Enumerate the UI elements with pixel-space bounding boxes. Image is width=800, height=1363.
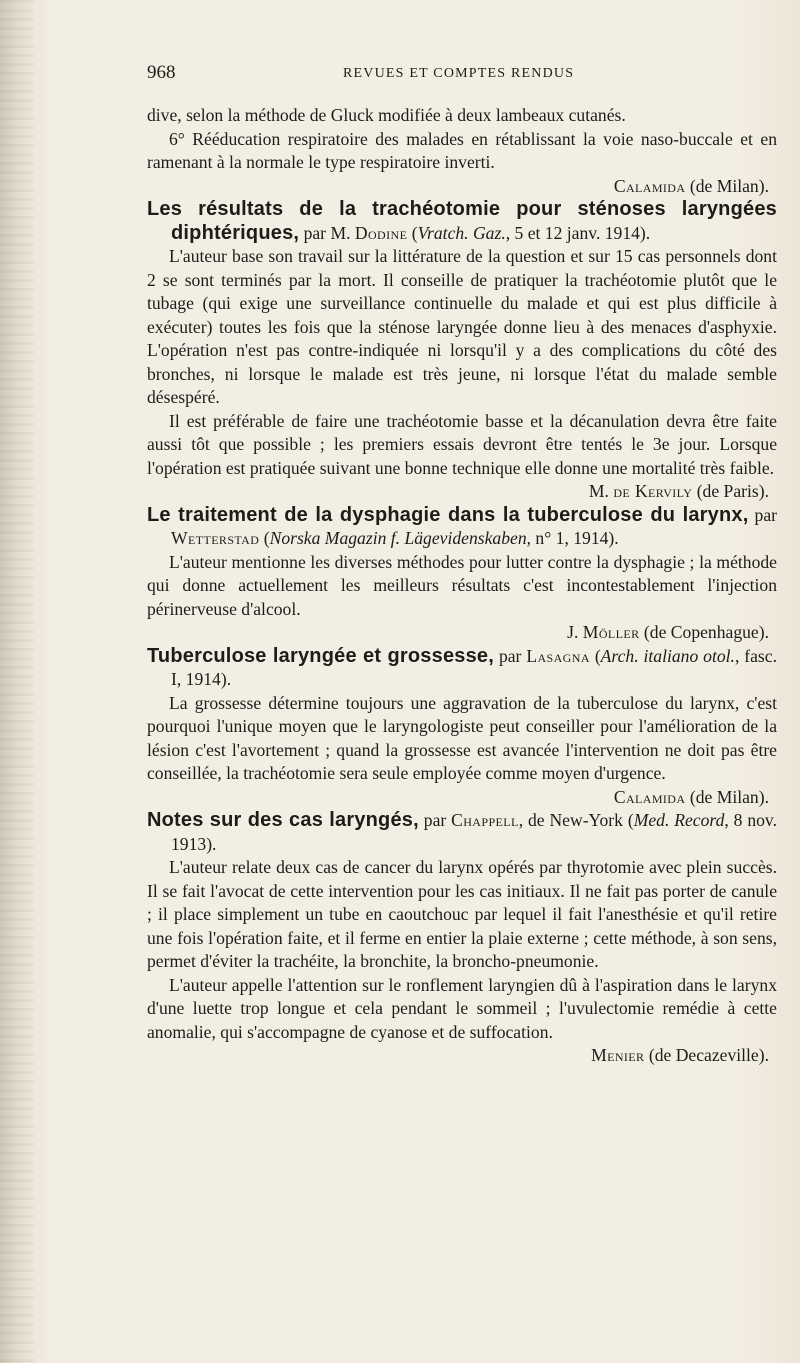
signature-prefix: J. (567, 622, 583, 642)
entry-paragraph: Il est préférable de faire une trachéotomie basse et la décanulation devra être faite aussi tôt que possible ; les premiers essais devront être tentés le 3e jour. Lorsque l'opération est pratiquée suivant une bonne technique elle donne une mortalité très faible. (147, 410, 777, 478)
entry-paragraph: L'auteur appelle l'attention sur le ronflement laryngien dû à l'aspiration dans le larynx d'une luette trop longue et cela pendant le sommeil ; l'uvulectomie remédie à cette anomalie, qui s'accompagne de cyanose et de suffocation. (147, 974, 777, 1042)
review-entry-2 (147, 504, 777, 645)
entry-signature (147, 786, 777, 810)
signature-name: Calamida (613, 175, 686, 196)
article-body (147, 104, 777, 1068)
signature-name: Menier (591, 1045, 645, 1065)
entry-ref-open: ( (263, 528, 270, 548)
signature-place: (de Milan). (689, 175, 769, 196)
entry-ref-details: n° 1, 1914). (531, 528, 619, 548)
entry-paragraph: L'auteur relate deux cas de cancer du larynx opérés par thyrotomie avec plein succès. Il se fait l'avocat de cette intervention pour les cas initiaux. Il ne fait pas porter de canule ; il place simplement un tube en caoutchouc par lequel il fait l'anesthésie et qu'il retire une fois l'opération faite, et il ferme en entier la plaie externe ; cette méthode, à son sens, permet d'éviter la trachéite, la bronchite, la broncho-pneumonie. (147, 857, 777, 971)
entry-ref-open: , de New-York ( (518, 810, 634, 830)
entry-by: par (498, 645, 522, 666)
entry-source: Med. Record (633, 810, 725, 830)
entry-heading (147, 645, 777, 692)
entry-source: Arch. italiano otol. (600, 645, 735, 666)
running-header (147, 62, 777, 88)
running-title: REVUES ET COMPTES RENDUS (343, 66, 575, 81)
entry-signature (147, 621, 777, 645)
entry-ref-details: , fasc. I, 1914). (171, 645, 777, 689)
intro-signature (147, 175, 777, 199)
entry-author: Chappell (451, 810, 519, 830)
entry-ref-open: ( (594, 645, 601, 666)
signature-prefix: M. (588, 481, 614, 501)
entry-title: Tuberculose laryngée et grossesse, (147, 644, 495, 667)
signature-name: Möller (582, 622, 640, 642)
review-entry-4 (147, 809, 777, 1068)
entry-title: Notes sur des cas laryngés, (147, 809, 419, 831)
signature-place: (de Copenhague). (643, 622, 769, 642)
page-number: 968 (147, 62, 176, 83)
entry-paragraph: La grossesse détermine toujours une aggravation de la tuberculose du larynx, c'est pourquoi l'unique moyen que le laryngologiste peut conseiller pour l'amélioration de la lésion c'est l'avortement ; quand la grossesse est avancée l'intervention ne doit pas être conseillée, la trachéotomie sera seule employée comme moyen d'urgence. (147, 692, 777, 783)
page-binding-shadow (0, 0, 34, 1363)
entry-heading (147, 809, 777, 856)
entry-ref-details: , 8 nov. 1913). (171, 810, 777, 854)
signature-place: (de Paris). (696, 481, 769, 501)
entry-signature (147, 480, 777, 504)
entry-author: Dodine (354, 222, 408, 243)
entry-source: Norska Magazin f. Lägevidenskaben, (269, 528, 532, 548)
entry-by: par M. (303, 222, 351, 243)
entry-title: Le traitement de la dysphagie dans la tuberculose du larynx, (147, 503, 749, 526)
signature-place: (de Decazeville). (648, 1045, 769, 1065)
entry-heading (147, 198, 777, 245)
signature-place: (de Milan). (689, 786, 769, 807)
entry-heading (147, 504, 777, 551)
intro-line: dive, selon la méthode de Gluck modifiée à deux lambeaux cutanés. (147, 105, 626, 125)
entry-ref-details: , 5 et 12 janv. 1914). (505, 222, 651, 243)
entry-author: Wetterstad (171, 528, 260, 548)
entry-ref-open: ( (411, 222, 418, 243)
entry-by: par (423, 810, 447, 830)
entry-paragraph: L'auteur base son travail sur la littérature de la question et sur 15 cas personnels dont 2 se sont terminés par la mort. Il conseille de pratiquer la trachéotomie plutôt que le tubage (qui exige une surveillance continuelle du malade et qui est plus difficile à exécuter) toutes les fois que la sténose laryngée donne lieu à des menaces d'asphyxie. L'opération n'est pas contre-indiquée ni lorsqu'il y a des complications du côté des bronches, ni lorsque le malade est très jeune, ni lorsque l'état du malade semble désespéré. (147, 246, 777, 407)
entry-source: Vratch. Gaz. (417, 222, 506, 243)
entry-signature (147, 1044, 777, 1068)
signature-name: de Kervily (613, 481, 693, 501)
entry-title: Les résultats de la trachéotomie pour sténoses laryngées diphtériques, (147, 198, 777, 244)
review-entry-1 (147, 198, 777, 504)
entry-by: par (754, 504, 778, 525)
signature-name: Calamida (613, 786, 686, 807)
entry-author: Lasagna (526, 645, 590, 666)
review-entry-3 (147, 645, 777, 810)
entry-paragraph: L'auteur mentionne les diverses méthodes pour lutter contre la dysphagie ; la méthode qui donne actuellement les meilleurs résultats c'est incontestablement l'injection périnerveuse d'alcool. (147, 551, 777, 619)
intro-paragraph: 6° Rééducation respiratoire des malades en rétablissant la voie naso-buccale et en ramenant à la normale le type respiratoire inverti. (147, 128, 777, 172)
